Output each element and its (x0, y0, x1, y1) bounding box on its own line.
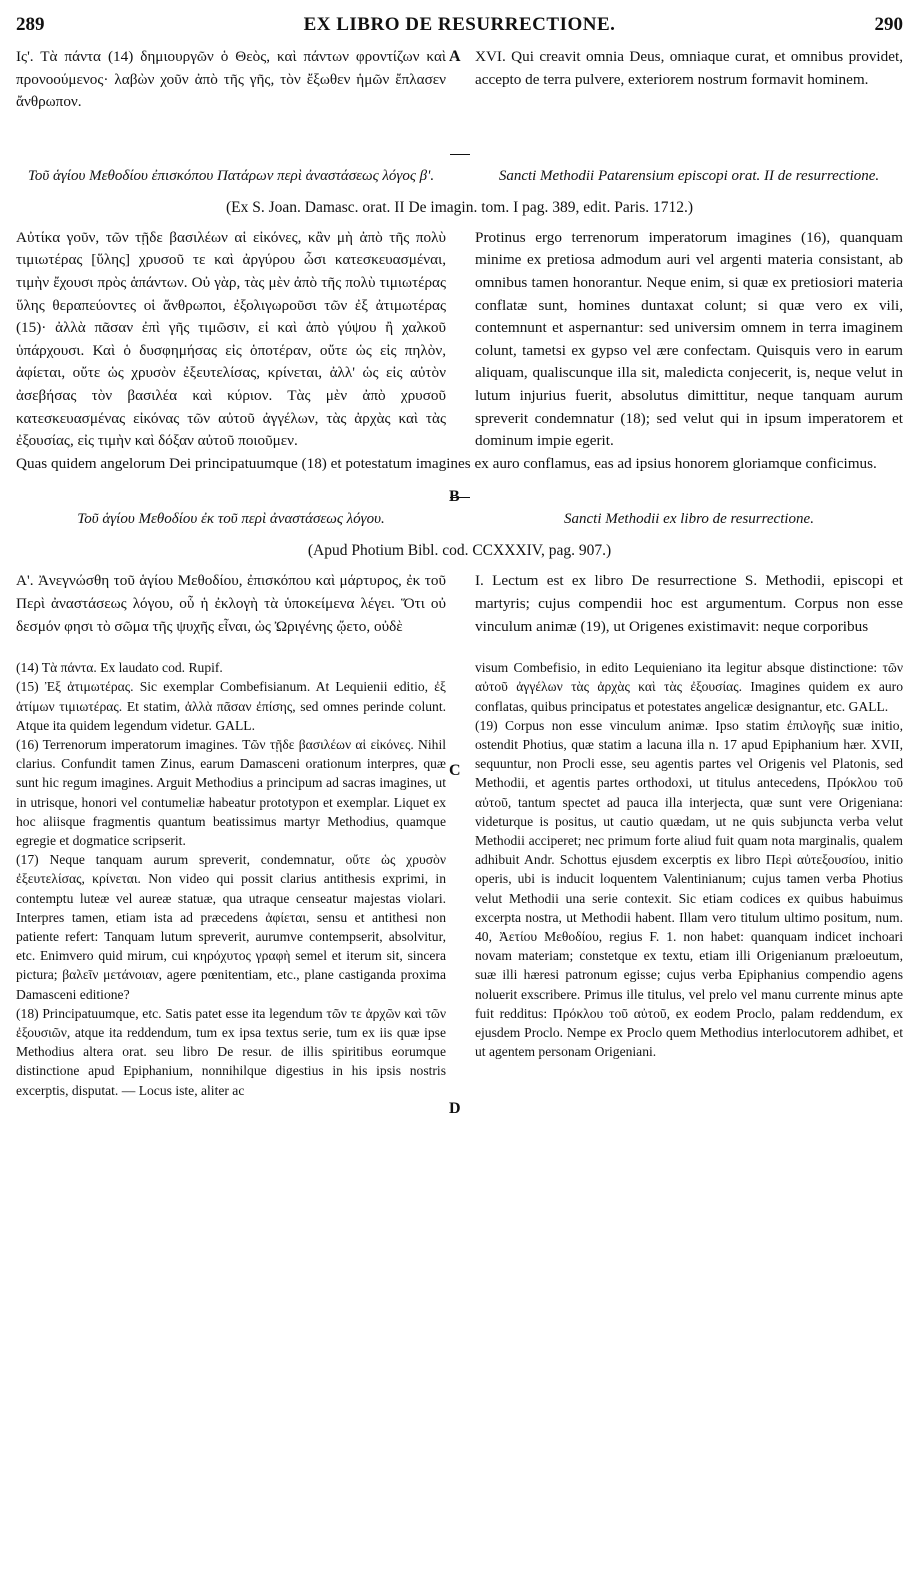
section-2-source: (Ex S. Joan. Damasc. orat. II De imagin. tom. I pag. 389, edit. Paris. 1712.) (225, 198, 694, 216)
running-head (16, 14, 903, 44)
section-2-full-line: Quas quidem angelorum Dei principatuumque (18) et potestatum imagines ex auro conflamus, eas ad ipsius honorem gloriamque conficimus. (16, 454, 877, 472)
footnote-17: (17) Neque tanquam aurum spreverit, condemnatur, οὔτε ὡς χρυσὸν ἐξευτελίσας, κρίνεται. Non video qui possit clarius antithesis exprimi, in contemptu luteæ vel aureæ statuæ, qua utraque censeatur majestas violari. Interpres tamen, etiam ista ad præcedens ἀφίεται, sensu et antithesi non patiente refert: Tanquam lutum spreverit, aurumve contempserit, absolvitur, etc. Enimvero quid mirum, cui κηρόχυτος γραφὴ semel et iterum sit, sincera pictura; βαλεῖν μετάνοιαν, agere pœnitentiam, etc., plane castiganda proxima Damasceni editione? (16, 852, 446, 1002)
section-2-title-latin: Sancti Methodii Patarensium episcopi orat. II de resurrectione. (498, 167, 880, 184)
margin-marker-a: A (449, 48, 461, 65)
footnote-18-continued: visum Combefisio, in edito Lequieniano ita legitur absque distinctione: τῶν αὐτοῦ ἀγγέλων τὰς ἀρχὰς καὶ τὰς ἐξουσίας. Imagines quidem ex auro conflatas, quibus principatus et potestates angelicæ designantur, etc. GALL. (475, 660, 903, 714)
page-number-right: 290 (874, 14, 903, 35)
footnotes-right (475, 658, 903, 1100)
page-number-left: 289 (16, 14, 45, 35)
separator-rule-1 (450, 154, 470, 155)
section-2-titles (16, 167, 903, 185)
section-3-titles (16, 510, 903, 528)
section-2-latin: Protinus ergo terrenorum imperatorum imagines (16), quanquam minime ex pretiosa admodum auri vel argenti materia consistant, ab omnibus tamen honorantur. Neque enim, si quæ ex pretiosiori materia conflatæ sunt, homines duntaxat colunt; si quæ vero ex vili, contemnunt et aspernantur: sed universim omnem in terra imaginem colunt, tametsi ex gypso vel ære confectam. Quisquis vero in earum aliquam, qualiscunque illa sit, maledicta conjecerit, is, neque velut in lutum injurius fuerit, absolutus dimittitur, neque tanquam aurum spreverit condemnatur (18); sed velut qui in ipsum imperatorem et dominum impie egerit. (475, 228, 903, 450)
margin-marker-b: B (449, 488, 460, 505)
section-2-title-greek: Τοῦ ἁγίου Μεθοδίου ἐπισκόπου Πατάρων περὶ ἀναστάσεως λόγος β'. (27, 167, 435, 184)
footnotes (16, 658, 903, 1100)
running-title: EX LIBRO DE RESURRECTIONE. (303, 14, 616, 35)
section-3-body (16, 570, 903, 638)
footnote-15: (15) Ἐξ ἀτιμωτέρας. Sic exemplar Combefisianum. At Lequienii editio, ἐξ ἀτίμων τιμιωτέρας. Et statim, ἀλλὰ πᾶσαν ἐπίσης, sed omnes perinde colunt. Atque ita quidem legendum videtur. GALL. (16, 679, 446, 733)
section-2-body (16, 227, 903, 453)
footnote-14: (14) Τὰ πάντα. Ex laudato cod. Rupif. (16, 660, 223, 676)
section-3-title-latin: Sancti Methodii ex libro de resurrectione. (564, 511, 814, 528)
footnote-19: (19) Corpus non esse vinculum animæ. Ipso statim ἐπιλογῆς suæ initio, ostendit Photius, quæ statim a lacuna illa n. 17 apud Epiphanium hær. XVII, sequuntur, non Procli esse, seu agentis partes vel Origenis vel Platonis, sed Methodii, et agentis partes orthodoxi, ut titulus antecedens, Πρόκλου τοῦ αὐτοῦ, tantum spectet ad pauca illa interjecta, quæ sunt vere Origeniana: videturque is positus, ut cautio quædam, ut ne quis subjuncta verba velut Methodii acciperet; nec primum forte aliud fuit quam nota marginalis, qualem adhibuit Andr. Schottus ejusdem excerptis ex libro Περὶ αὐτεξουσίου, initio operis, ubi is inducit loquentem Valentinianum; cujus tamen verba Photius velut Methodii una serie contexit. Sic etiam codices ex quibus habuimus excerpta nostra, ut Methodii habent. Illam vero titulum ultimo positum, num. 40, Ἀετίου Μεθοδίου, regius F. 1. non habet: quanquam indicet inchoari novam materiam; constetque ex textu, etiam illi Origenianum præloeutum, suæ illi hæresi patronum egisse; cujus verba Epiphanius compendio agens noluerit exscribere. Primus ille titulus, vel prelo vel manu currente minus apte fuit redditus: Πρόκλου τοῦ αὐτοῦ, ex eodem Proclo, palam reddendum, ex ejusdem Proclo. Nempe ex Proclo quem Methodius interlocutorem adhibet, et ut agentem personam Origeniani. (475, 717, 903, 1060)
section-2-greek: Αὐτίκα γοῦν, τῶν τῇδε βασιλέων αἱ εἰκόνες, κἂν μὴ ἀπὸ τῆς πολὺ τιμιωτέρας [ὕλης] χρυσοῦ τε καὶ ἀργύρου ὦσι κατεσκευασμέναι, τιμὴν ἔχουσι πρὸς ἁπάντων. Οὐ γὰρ, τὰς μὲν ἀπὸ τῆς πολὺ τιμιωτέρας ὕλης θεραπεύοντες οἱ ἄνθρωποι, ἐξολιγωροῦσι τῶν ἐξ ἀτιμωτέρας (15)· ἀλλὰ πᾶσαν ἐπὶ γῆς τιμῶσιν, εἰ καὶ ἀπὸ γύψου ἢ χαλκοῦ ὑπάρχουσι. Καὶ ὁ δυσφημήσας εἰς ὁποτέραν, οὔτε ὡς εἰς πηλὸν, ἀφίεται, οὔτε ὡς χρυσὸν ἐξευτελίσας, κρίνεται, ἀλλ' ὡς εἰς αὐτὸν ἀσεβήσας τὸν βασιλέα καὶ κύριον. Τὰς μὲν ἀπὸ χρυσοῦ κατεσκευασμένας εἰκόνας τῶν αὐτοῦ ἀγγέλων, τὰς ἀρχὰς καὶ τὰς ἐξουσίας, εἰς τιμὴν καὶ δόξαν αὐτοῦ ποιοῦμεν. (16, 228, 446, 450)
footnotes-left (16, 658, 446, 1100)
footnote-16: (16) Terrenorum imperatorum imagines. Τῶν τῇδε βασιλέων αἱ εἰκόνες. Nihil clarius. Confundit tamen Zinus, earum Damasceni orationum interpres, quæ sunt hic regum imagines. Arguit Methodius a principum ad sacras imagines, ut in utrisque, honori vel contumeliæ habeatur prototypon et exemplar. Liquet ex hoc aliisque fragmentis quantum beatissimus martyr Methodius, quamque egregie et dogmatice scripserit. (16, 736, 446, 848)
footnote-18: (18) Principatuumque, etc. Satis patet esse ita legendum τῶν τε ἀρχῶν καὶ τῶν ἐξουσιῶν, atque ita reddendum, tum ex ipsa textus serie, tum ex iis quæ ipse Methodius altera orat. seu libro De resur. de illis spiritibus eorumque distinctione apud Epiphanium, nonnihilque digestius in his ipsis nostris excerptis, disputat. — Locus iste, aliter ac (16, 1005, 446, 1098)
section-3-greek: Α'. Ἀνεγνώσθη τοῦ ἁγίου Μεθοδίου, ἐπισκόπου καὶ μάρτυρος, ἐκ τοῦ Περὶ ἀναστάσεως λόγου, οὗ ἡ ἐκλογὴ τὰ ὑποκείμενα λέγει. Ὅτι οὐ δεσμόν φησι τὸ σῶμα τῆς ψυχῆς εἶναι, ὡς Ὠριγένης ᾤετο, οὐδὲ (16, 572, 446, 635)
section-3-source: (Apud Photium Bibl. cod. CCXXXIV, pag. 907.) (307, 542, 612, 560)
section-1-latin: XVI. Qui creavit omnia Deus, omniaque curat, et omnibus providet, accepto de terra pulvere, exteriorem nostrum formavit hominem. (475, 48, 903, 88)
margin-marker-c: C (449, 762, 461, 779)
section-1-greek: Ις'. Τὰ πάντα (14) δημιουργῶν ὁ Θεὸς, καὶ πάντων φροντίζων καὶ προνοούμενος· λαβὼν χοῦν ἀπὸ τῆς γῆς, τὸν ἔξωθεν ἡμῶν ἔπλασεν ἄνθρωπον. (16, 48, 446, 111)
section-3-latin: I. Lectum est ex libro De resurrectione S. Methodii, episcopi et martyris; cujus compendii hoc est argumentum. Corpus non esse vinculum animæ (19), ut Origenes existimavit: neque corporibus (475, 572, 903, 635)
margin-marker-d: D (449, 1100, 461, 1117)
section-3-title-greek: Τοῦ ἁγίου Μεθοδίου ἐκ τοῦ περὶ ἀναστάσεως λόγου. (77, 511, 385, 528)
